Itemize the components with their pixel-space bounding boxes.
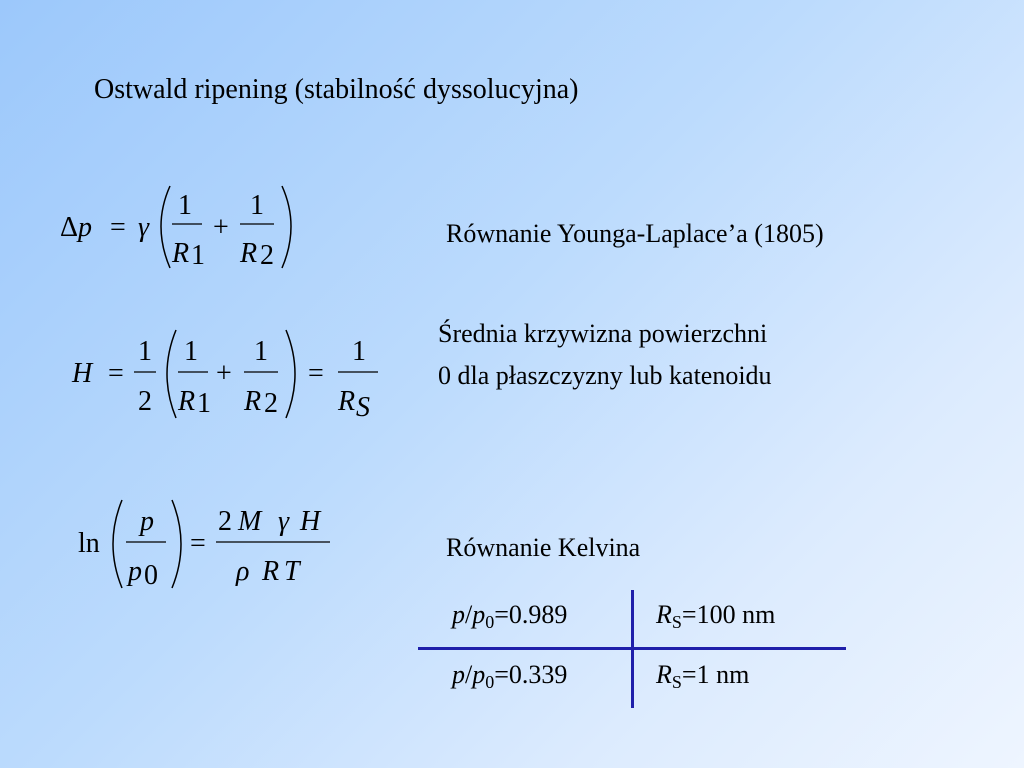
svg-text:1: 1 [352,336,366,367]
ratio-value-2: 0.339 [508,660,568,689]
mean-curvature-description-line1: Średnia krzywizna powierzchni [438,319,768,348]
table-row-2-rs: $R_S=1$ nm [656,660,750,692]
svg-text:2: 2 [218,506,232,537]
svg-text:R: R [240,238,258,269]
svg-text:=: = [308,358,324,389]
svg-text:=: = [108,358,124,389]
svg-text:S: S [356,392,370,423]
svg-text:Δp: Δp [60,212,93,243]
svg-text:=: = [110,212,126,243]
svg-text:γ: γ [278,506,290,537]
svg-text:T: T [284,556,300,587]
svg-text:R: R [172,238,190,269]
mean-curvature-equation [72,324,392,424]
kelvin-equation [78,494,348,594]
svg-text:1: 1 [250,190,264,221]
svg-text:ρ: ρ [236,556,250,587]
svg-text:ln: ln [78,528,100,559]
svg-text:1: 1 [191,240,205,271]
rs-value-2: 1 nm [696,660,750,689]
svg-text:p: p [128,556,142,587]
svg-text:+: + [216,358,232,389]
kelvin-table [418,590,846,710]
rs-value-1: 100 nm [696,600,776,629]
svg-text:p: p [140,506,154,537]
svg-text:γ: γ [138,212,150,243]
table-row-2-ratio: $p/p_0=0.339$ [452,660,568,692]
slide-title: Ostwald ripening (stabilność dyssolucyjna) [94,74,579,105]
svg-text:H: H [300,506,321,537]
svg-text:1: 1 [197,388,211,419]
young-laplace-label: Równanie Younga-Laplace’a (1805) [446,219,824,248]
young-laplace-equation [60,178,310,274]
mean-curvature-description-line2: 0 dla płaszczyzny lub katenoidu [438,361,772,390]
svg-text:1: 1 [254,336,268,367]
ratio-value-1: 0.989 [508,600,568,629]
svg-text:=: = [190,528,206,559]
svg-text:R: R [244,386,262,417]
svg-text:R: R [338,386,356,417]
svg-text:1: 1 [138,336,152,367]
svg-text:M: M [238,506,262,537]
svg-text:1: 1 [178,190,192,221]
table-row-1-ratio: $p/p_0=0.989$ [452,600,568,632]
svg-text:R: R [262,556,280,587]
svg-text:2: 2 [260,240,274,271]
kelvin-label: Równanie Kelvina [446,533,641,562]
svg-text:2: 2 [264,388,278,419]
svg-text:1: 1 [184,336,198,367]
svg-text:R: R [178,386,196,417]
svg-text:+: + [213,212,229,243]
svg-text:0: 0 [144,560,158,591]
svg-text:H: H [72,358,93,389]
table-horizontal-divider [418,647,846,650]
table-row-1-rs: $R_S=100$ nm [656,600,776,632]
svg-text:2: 2 [138,386,152,417]
